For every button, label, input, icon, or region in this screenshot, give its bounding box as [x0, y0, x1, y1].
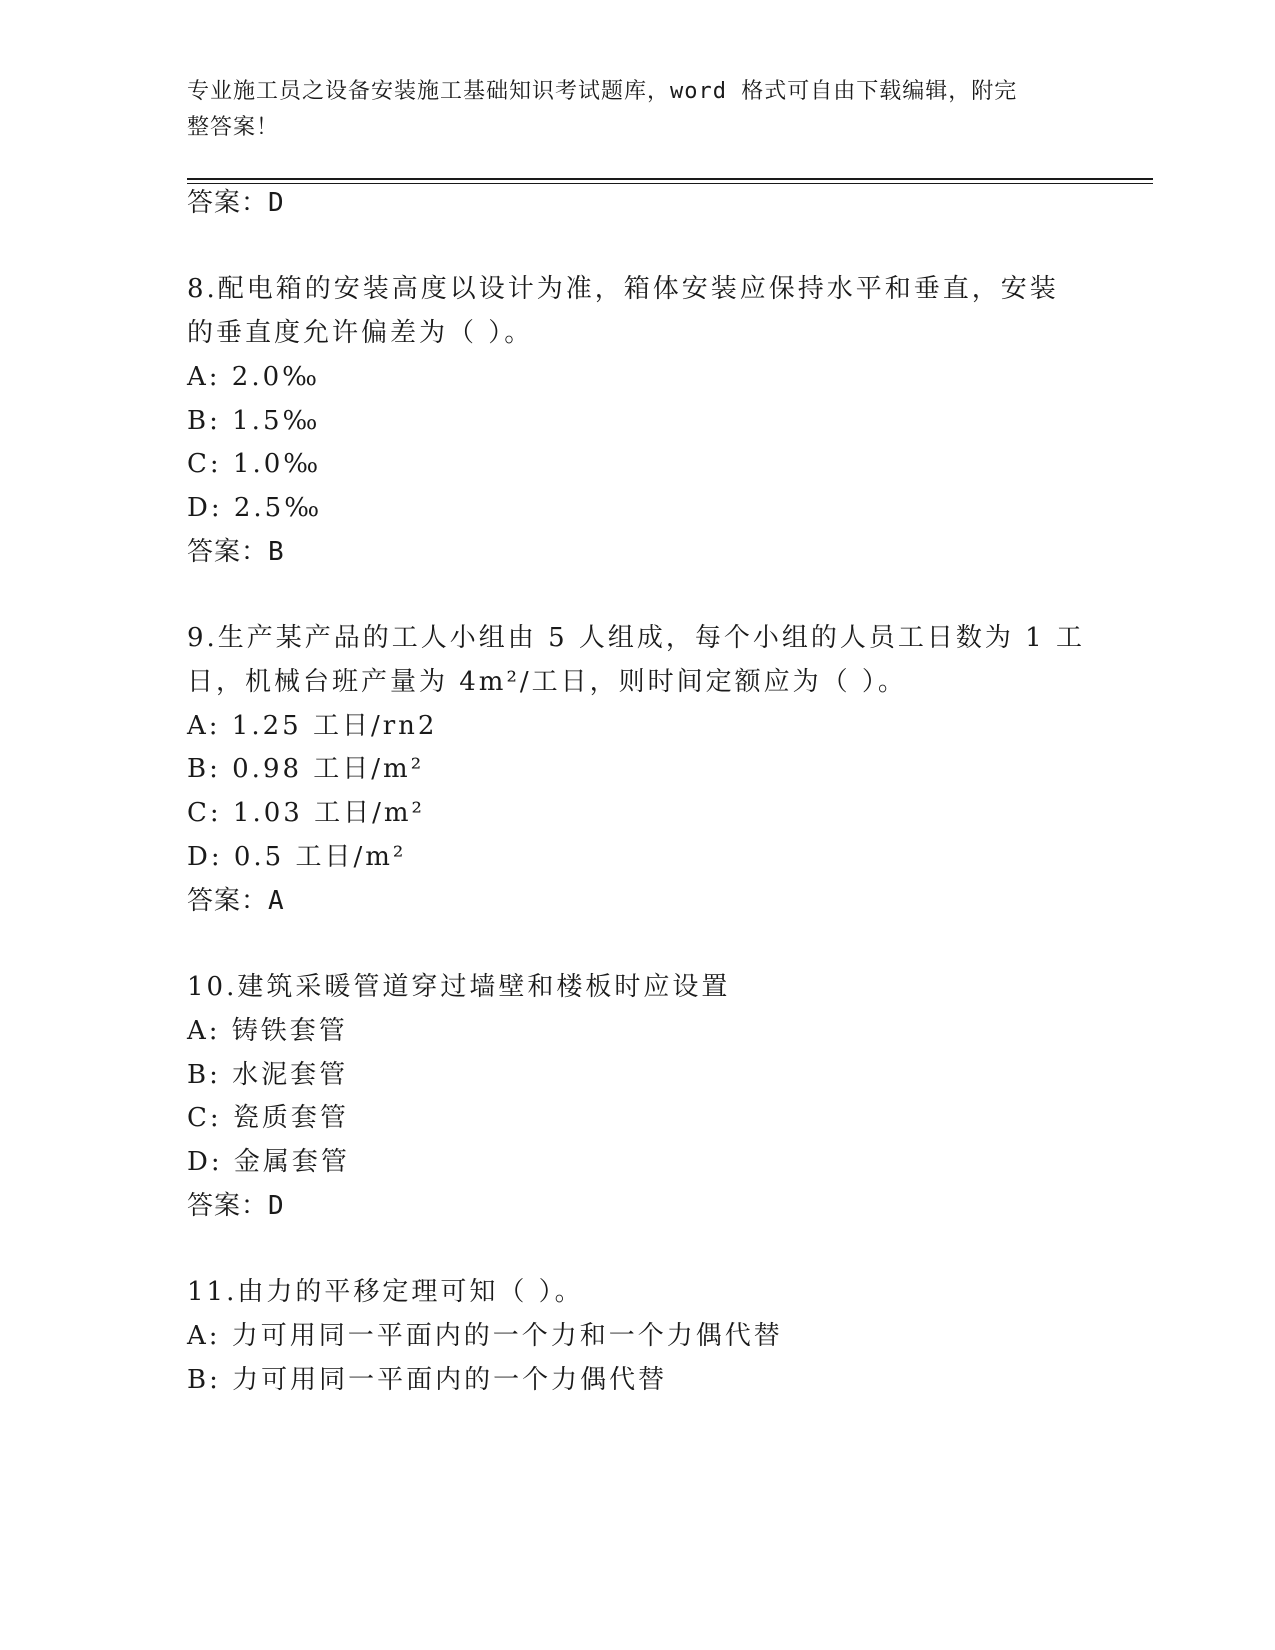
- answer-previous: 答案：D: [187, 188, 285, 218]
- question-9-option-a: A: 1.25 工日/rn2: [187, 711, 438, 741]
- question-8-answer: 答案：B: [187, 537, 285, 567]
- question-10-stem-line-1: 10.建筑采暖管道穿过墙壁和楼板时应设置: [187, 972, 731, 1002]
- header-line-1: 专业施工员之设备安装施工基础知识考试题库，word 格式可自由下载编辑，附完: [187, 79, 1018, 104]
- question-8-option-c: C: 1.0‰: [187, 449, 322, 479]
- question-9-option-d: D: 0.5 工日/m²: [187, 842, 407, 872]
- question-9-stem-line-2: 日，机械台班产量为 4m²/工日，则时间定额应为（ ）。: [187, 667, 907, 697]
- question-11-option-a: A: 力可用同一平面内的一个力和一个力偶代替: [187, 1321, 783, 1351]
- question-10-option-a: A: 铸铁套管: [187, 1016, 348, 1046]
- question-8-option-b: B: 1.5‰: [187, 406, 321, 436]
- question-10-option-b: B: 水泥套管: [187, 1060, 349, 1090]
- question-9-answer: 答案：A: [187, 886, 285, 916]
- question-8-option-d: D: 2.5‰: [187, 493, 323, 523]
- question-11-stem-line-1: 11.由力的平移定理可知（ ）。: [187, 1277, 584, 1307]
- question-8-stem-line-1: 8.配电箱的安装高度以设计为准，箱体安装应保持水平和垂直，安装: [187, 274, 1059, 304]
- question-11-option-b: B: 力可用同一平面内的一个力偶代替: [187, 1365, 668, 1395]
- question-9-option-b: B: 0.98 工日/m²: [187, 754, 425, 784]
- question-10-answer: 答案：D: [187, 1191, 285, 1221]
- question-8-stem-line-2: 的垂直度允许偏差为（ ）。: [187, 318, 534, 348]
- question-10-option-d: D: 金属套管: [187, 1147, 350, 1177]
- question-10-option-c: C: 瓷质套管: [187, 1103, 349, 1133]
- question-8-option-a: A: 2.0‰: [187, 362, 321, 392]
- document-header: [187, 74, 1067, 146]
- header-divider: [187, 178, 1153, 184]
- question-9-stem-line-1: 9.生产某产品的工人小组由 5 人组成，每个小组的人员工日数为 1 工: [187, 623, 1085, 653]
- header-line-2: 整答案！: [187, 115, 280, 140]
- question-9-option-c: C: 1.03 工日/m²: [187, 798, 425, 828]
